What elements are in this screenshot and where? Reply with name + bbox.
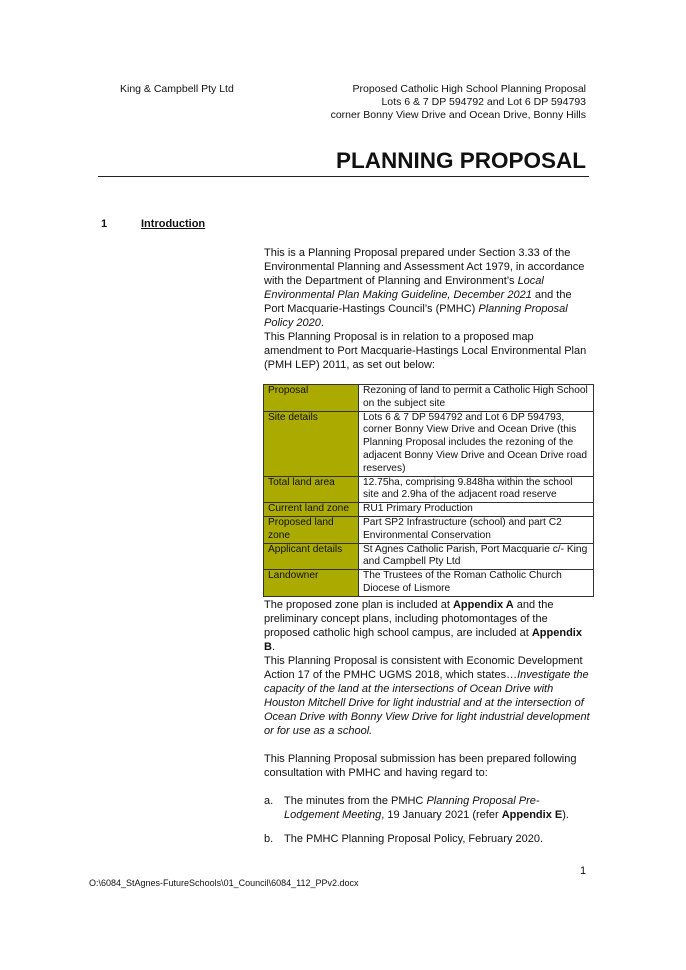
intro-paragraph-2 [264, 330, 594, 372]
para5-text: This Planning Proposal submission has been prepared following consultation with PMHC and having regard to: [264, 753, 577, 779]
table-key-cell: Current land zone [264, 503, 359, 517]
table-key-cell: Proposal [264, 385, 359, 412]
para4-quote: Investigate the capacity of the land at the intersections of Ocean Drive with Houston Mitchell Drive for light industrial and at the intersection of Ocean Drive with Bonny View Drive for light industrial development or for use as a school. [264, 669, 590, 737]
list-item-b [264, 832, 594, 846]
table-value-cell: Rezoning of land to permit a Catholic High School on the subject site [359, 385, 594, 412]
appendix-e-ref: Appendix E [501, 809, 563, 821]
intro-paragraph-4 [264, 654, 594, 738]
table-value-cell: St Agnes Catholic Parish, Port Macquarie c/- King and Campbell Pty Ltd [359, 543, 594, 570]
table-value-cell: Part SP2 Infrastructure (school) and part C2 Environmental Conservation [359, 516, 594, 543]
table-key-cell: Applicant details [264, 543, 359, 570]
intro-paragraph-3 [264, 598, 594, 654]
table-row [264, 516, 594, 543]
table-row [264, 476, 594, 503]
table-value-cell: RU1 Primary Production [359, 503, 594, 517]
intro-paragraph-1 [264, 246, 594, 330]
table-key-cell: Proposed land zone [264, 516, 359, 543]
section-heading [101, 218, 205, 230]
list-marker-b: b. [264, 833, 274, 845]
para3-text-c: and the preliminary concept plans, including photomontages of the proposed catholic high school campus, are included at [264, 599, 554, 639]
header-project-line3: corner Bonny View Drive and Ocean Drive, Bonny Hills [330, 109, 586, 121]
table-row [264, 543, 594, 570]
list-b-text: The PMHC Planning Proposal Policy, February 2020. [284, 833, 544, 845]
list-a-text-3: , 19 January 2021 (refer [381, 809, 502, 821]
consultation-list [264, 794, 594, 856]
para1-policy-title: Planning Proposal Policy 2020 [264, 303, 568, 329]
list-marker-a: a. [264, 795, 274, 807]
para3-text-a: The proposed zone plan is included at [264, 599, 453, 611]
list-a-text-1: The minutes from the PMHC [284, 795, 427, 807]
para1-guideline-title: Local Environmental Plan Making Guideline, December 2021 [264, 275, 544, 301]
list-a-text-5: ). [562, 809, 569, 821]
header-project-line2: Lots 6 & 7 DP 594792 and Lot 6 DP 594793 [381, 96, 586, 108]
table-value-cell: 12.75ha, comprising 9.848ha within the school site and 2.9ha of the adjacent road reserve [359, 476, 594, 503]
section-title: Introduction [141, 218, 206, 230]
para3-text-e: . [271, 641, 276, 653]
intro-paragraph-5 [264, 752, 594, 780]
appendix-a-ref: Appendix A [452, 599, 514, 611]
table-value-cell: The Trustees of the Roman Catholic Church Diocese of Lismore [359, 570, 594, 597]
proposal-details-table [263, 384, 594, 597]
table-row [264, 503, 594, 517]
header-project-line1: Proposed Catholic High School Planning Proposal [352, 83, 586, 95]
list-a-meeting-title: Planning Proposal Pre-Lodgement Meeting [284, 795, 540, 821]
section-number: 1 [101, 218, 108, 230]
list-item-a [264, 794, 594, 822]
appendix-b-ref: Appendix B [264, 627, 582, 653]
footer-file-path: O:\6084_StAgnes-FutureSchools\01_Council\6084_112_PPv2.docx [89, 878, 359, 888]
table-key-cell: Landowner [264, 570, 359, 597]
para1-text-e: . [320, 317, 324, 329]
para4-text-a: This Planning Proposal is consistent with Economic Development Action 17 of the PMHC UGMS 2018, which states… [264, 655, 583, 681]
header-company: King & Campbell Pty Ltd [120, 83, 234, 95]
header-project [331, 83, 586, 122]
title-rule [98, 176, 589, 177]
page-number: 1 [580, 865, 587, 877]
document-title: PLANNING PROPOSAL [335, 148, 586, 173]
para1-text-a: This is a Planning Proposal prepared under Section 3.33 of the Environmental Planning and Assessment Act 1979, in accordance with the Department of Planning and Environment’s [264, 247, 585, 287]
table-key-cell: Site details [264, 411, 359, 476]
table-key-cell: Total land area [264, 476, 359, 503]
table-value-cell: Lots 6 & 7 DP 594792 and Lot 6 DP 594793, corner Bonny View Drive and Ocean Drive (this Planning Proposal includes the rezoning of the adjacent Bonny View Drive and Ocean Drive road reserves) [359, 411, 594, 476]
para2-text: This Planning Proposal is in relation to a proposed map amendment to Port Macquarie-Hastings Local Environmental Plan (PMH LEP) 2011, as set out below: [264, 331, 587, 371]
table-row [264, 385, 594, 412]
table-row [264, 570, 594, 597]
para1-text-c: and the Port Macquarie-Hastings Council’s (PMHC) [264, 289, 572, 315]
table-row [264, 411, 594, 476]
